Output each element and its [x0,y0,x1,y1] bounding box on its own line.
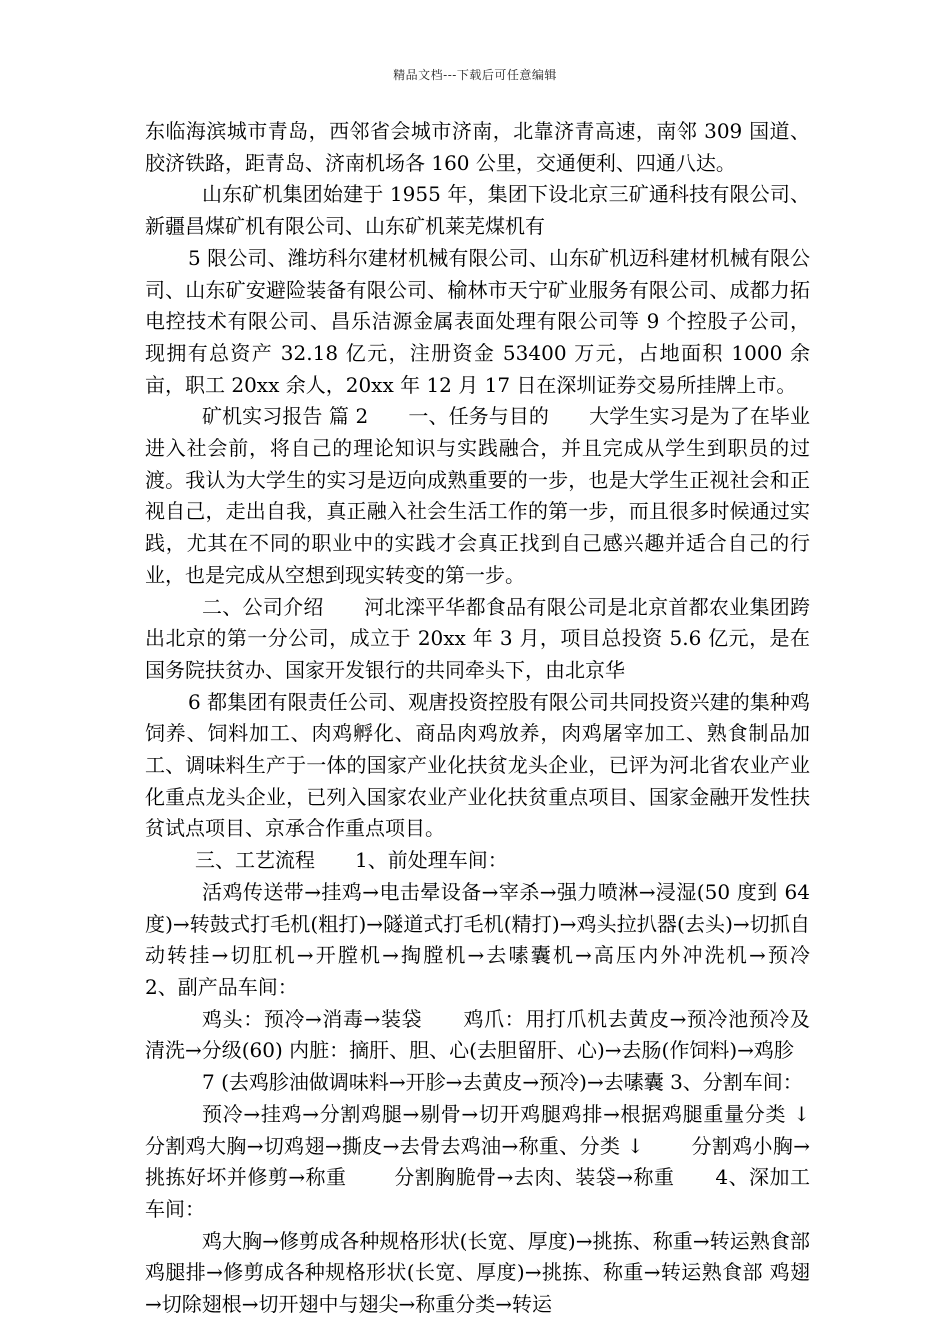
paragraph-deep-processing-flow: 鸡大胸→修剪成各种规格形状(长宽、厚度)→挑拣、称重→转运熟食部 鸡腿排→修剪成各种规格形状(长宽、厚度)→挑拣、称重→转运熟食部 鸡翅→切除翅根→切开翅中与翅尖→称重分类→转运 [145,1228,810,1317]
paragraph-company-intro: 二、公司介绍 河北滦平华都食品有限公司是北京首都农业集团跨出北京的第一分公司，成立于 20xx 年 3 月，项目总投资 5.6 亿元，是在国务院扶贫办、国家开发银行的共同牵头下，由北京华 [145,594,810,682]
paragraph-report-purpose: 矿机实习报告 篇 2 一、任务与目的 大学生实习是为了在毕业进入社会前，将自己的理论知识与实践融合，并且完成从学生到职员的过渡。我认为大学生的实习是迈向成熟重要的一步，也是大学生正视社会和正视自己，走出自我，真正融入社会生活工作的第一步，而且很多时候通过实践，尤其在不同的职业中的实践才会真正找到自己感兴趣并适合自己的行业，也是完成从空想到现实转变的第一步。 [145,404,810,587]
paragraph-preprocess-flow: 活鸡传送带→挂鸡→电击晕设备→宰杀→强力喷淋→浸湿(50 度到 64 度)→转鼓式打毛机(粗打)→隧道式打毛机(精打)→鸡头拉扒器(去头)→切抓自动转挂→切肛机→开膛机→掏膛机→去嗉囊机→高压内外冲洗机→预冷 2、副产品车间： [145,879,850,999]
paragraph-company-detail: 6 都集团有限责任公司、观唐投资控股有限公司共同投资兴建的集种鸡饲养、饲料加工、肉鸡孵化、商品肉鸡放养，肉鸡屠宰加工、熟食制品加工、调味料生产于一体的国家产业化扶贫龙头企业，已评为河北省农业产业化重点龙头企业，已列入国家农业产业化扶贫重点项目、国家金融开发性扶贫试点项目、京承合作重点项目。 [145,689,810,841]
document-body [145,116,857,1321]
page-header: 精品文档---下载后可任意编辑 [393,68,557,82]
paragraph-process-heading: 三、工艺流程 1、前处理车间： [195,848,508,873]
paragraph-subsidiaries: 5 限公司、潍坊科尔建材机械有限公司、山东矿机迈科建材机械有限公司、山东矿安避险装备有限公司、榆林市天宁矿业服务有限公司、成都力拓电控技术有限公司、昌乐洁源金属表面处理有限公司等 9 个控股子公司，现拥有总资产 32.18 亿元，注册资金 53400 万元，占地面积 1000 余亩，职工 20xx 余人，20xx 年 12 月 17 日在深圳证券交易所挂牌上市。 [145,245,810,397]
paragraph-gizzard-flow: 7 (去鸡胗油做调味料→开胗→去黄皮→预冷)→去嗉囊 3、分割车间： [202,1070,803,1095]
paragraph-byproduct-flow: 鸡头：预冷→消毒→装袋 鸡爪：用打爪机去黄皮→预冷池预冷及清洗→分级(60) 内脏：摘肝、胆、心(去胆留肝、心)→去肠(作饲料)→鸡胗 [145,1006,810,1063]
paragraph-group-intro: 山东矿机集团始建于 1955 年，集团下设北京三矿通科技有限公司、新疆昌煤矿机有限公司、山东矿机莱芜煤机有 [145,182,810,239]
paragraph-location: 东临海滨城市青岛，西邻省会城市济南，北靠济青高速，南邻 309 国道、胶济铁路，距青岛、济南机场各 160 公里，交通便利、四通八达。 [145,119,810,175]
paragraph-cutting-flow: 预冷→挂鸡→分割鸡腿→剔骨→切开鸡腿鸡排→根据鸡腿重量分类 ↓ 分割鸡大胸→切鸡翅→撕皮→去骨去鸡油→称重、分类 ↓ 分割鸡小胸→挑拣好坏并修剪→称重 分割胸脆骨→去肉、装袋→称重 4、深加工车间： [145,1101,857,1221]
